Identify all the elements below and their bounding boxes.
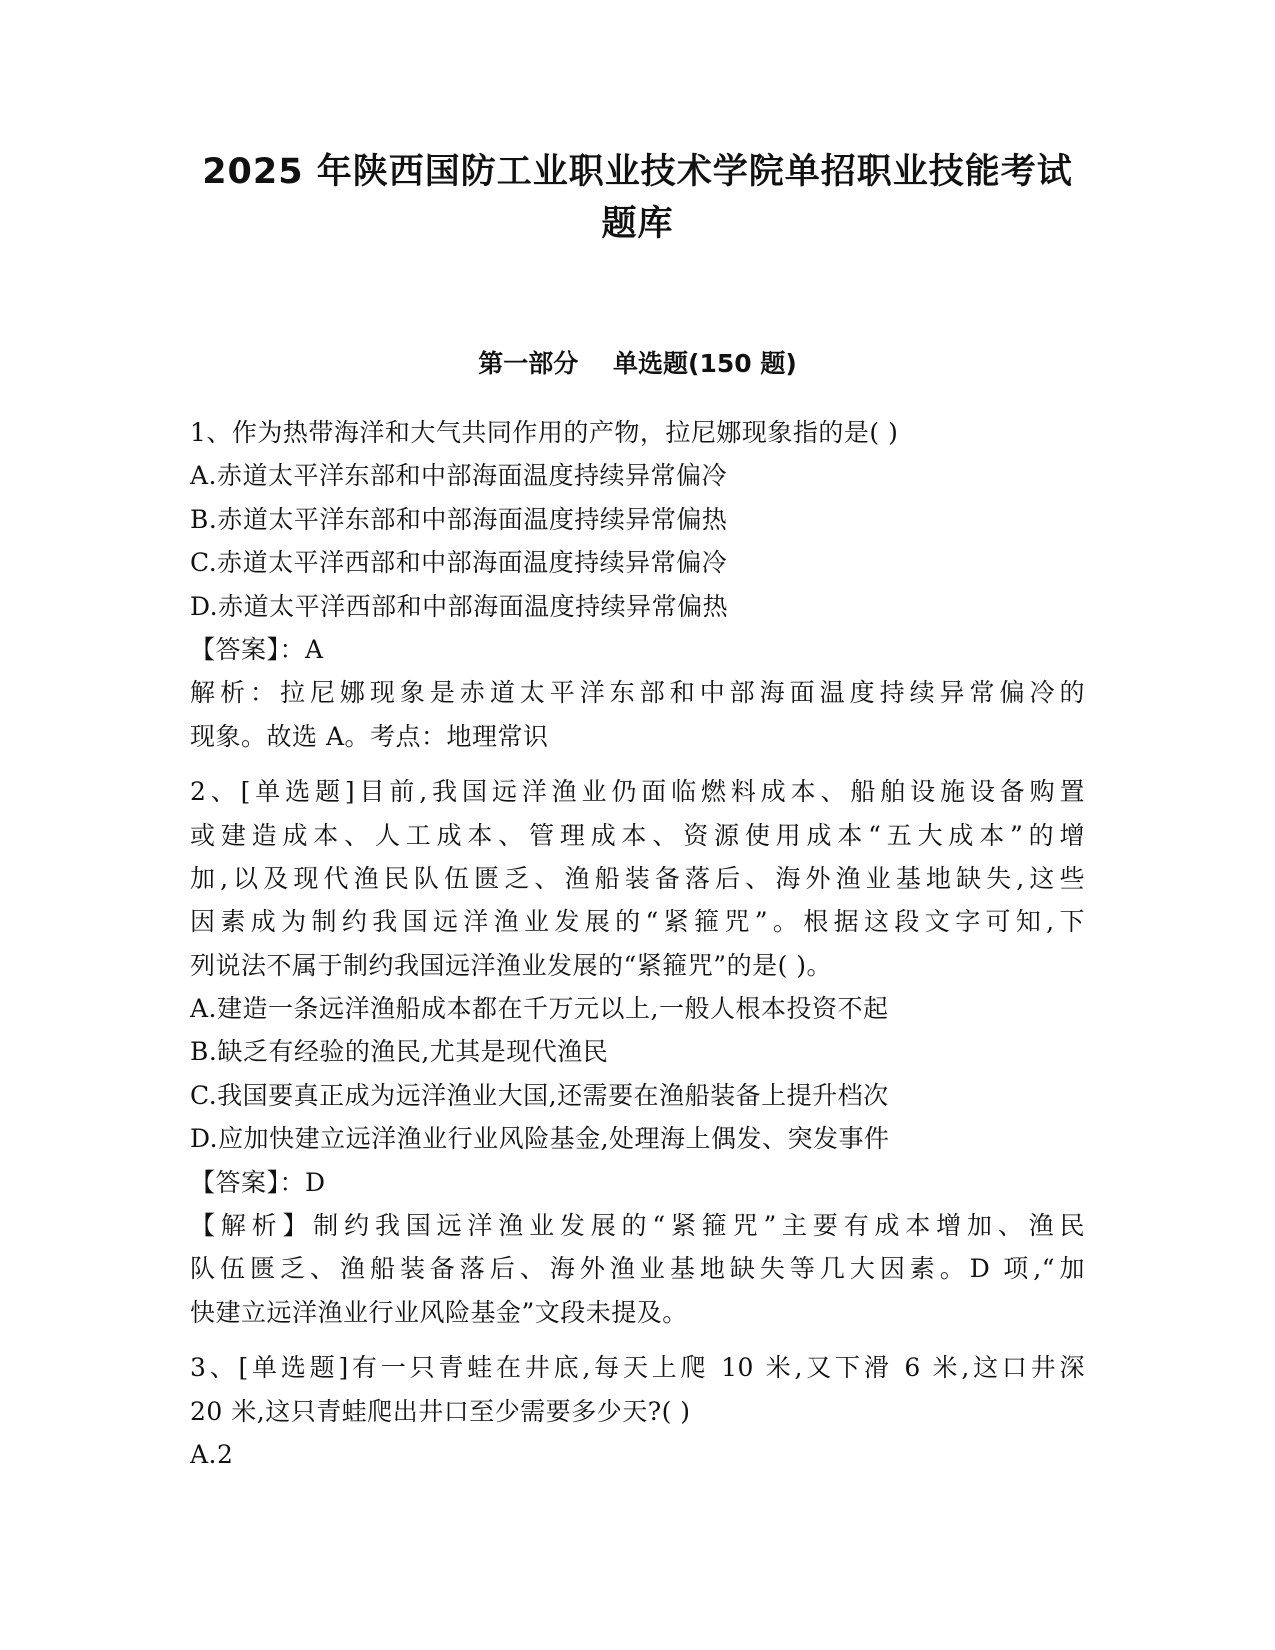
- question-2-option-b: B.缺乏有经验的渔民,尤其是现代渔民: [190, 1037, 609, 1067]
- question-1-option-a: A.赤道太平洋东部和中部海面温度持续异常偏冷: [190, 461, 728, 491]
- question-3-option-a: A.2: [190, 1439, 234, 1469]
- title-line-2: 题库: [601, 204, 674, 244]
- question-1-analysis-line: 现象。故选 A。考点：地理常识: [190, 721, 549, 751]
- question-2-analysis-line: 队伍匮乏、渔船装备落后、海外渔业基地缺失等几大因素。D 项,“加: [190, 1254, 1085, 1284]
- title-line-1: 2025 年陕西国防工业职业技术学院单招职业技能考试: [202, 152, 1073, 192]
- question-1-option-c: C.赤道太平洋西部和中部海面温度持续异常偏冷: [190, 548, 728, 578]
- question-1-option-d: D.赤道太平洋西部和中部海面温度持续异常偏热: [190, 591, 729, 621]
- question-2-option-d: D.应加快建立远洋渔业行业风险基金,处理海上偶发、突发事件: [190, 1124, 890, 1154]
- question-list: [190, 411, 1085, 1476]
- question-1: [190, 411, 1085, 758]
- question-3-stem-line: 3、[单选题]有一只青蛙在井底,每天上爬 10 米,又下滑 6 米,这口井深: [190, 1353, 1085, 1383]
- question-1-answer: 【答案】：A: [190, 634, 324, 664]
- question-2-stem-line: 列说法不属于制约我国远洋渔业发展的“紧箍咒”的是( )。: [190, 950, 833, 980]
- question-2-stem-line: 2、[单选题]目前,我国远洋渔业仍面临燃料成本、船舶设施设备购置: [190, 777, 1085, 807]
- section-heading: 第一部分 单选题(150 题): [478, 349, 797, 378]
- question-2-analysis-line: 快建立远洋渔业行业风险基金”文段未提及。: [190, 1297, 688, 1327]
- question-1-analysis-line: 解析：拉尼娜现象是赤道太平洋东部和中部海面温度持续异常偏冷的: [190, 678, 1085, 708]
- question-2-stem-line: 或建造成本、人工成本、管理成本、资源使用成本“五大成本”的增: [190, 820, 1085, 850]
- question-3-stem-line: 20 米,这只青蛙爬出井口至少需要多少天?( ): [190, 1396, 691, 1426]
- question-2-stem-line: 因素成为制约我国远洋渔业发展的“紧箍咒”。根据这段文字可知,下: [190, 907, 1085, 937]
- question-spacer: [190, 758, 1085, 770]
- question-2: [190, 770, 1085, 1334]
- question-1-option-b: B.赤道太平洋东部和中部海面温度持续异常偏热: [190, 504, 728, 534]
- question-2-answer: 【答案】：D: [190, 1167, 326, 1197]
- question-1-stem-line: 1、作为热带海洋和大气共同作用的产物，拉尼娜现象指的是( ): [190, 418, 899, 447]
- question-2-option-a: A.建造一条远洋渔船成本都在千万元以上,一般人根本投资不起: [190, 994, 889, 1024]
- question-spacer: [190, 1334, 1085, 1346]
- document-title: [150, 146, 1125, 250]
- question-2-option-c: C.我国要真正成为远洋渔业大国,还需要在渔船装备上提升档次: [190, 1080, 889, 1110]
- question-3: [190, 1346, 1085, 1476]
- question-2-analysis-line: 【解析】制约我国远洋渔业发展的“紧箍咒”主要有成本增加、渔民: [190, 1211, 1085, 1241]
- question-2-stem-line: 加,以及现代渔民队伍匮乏、渔船装备落后、海外渔业基地缺失,这些: [190, 863, 1085, 893]
